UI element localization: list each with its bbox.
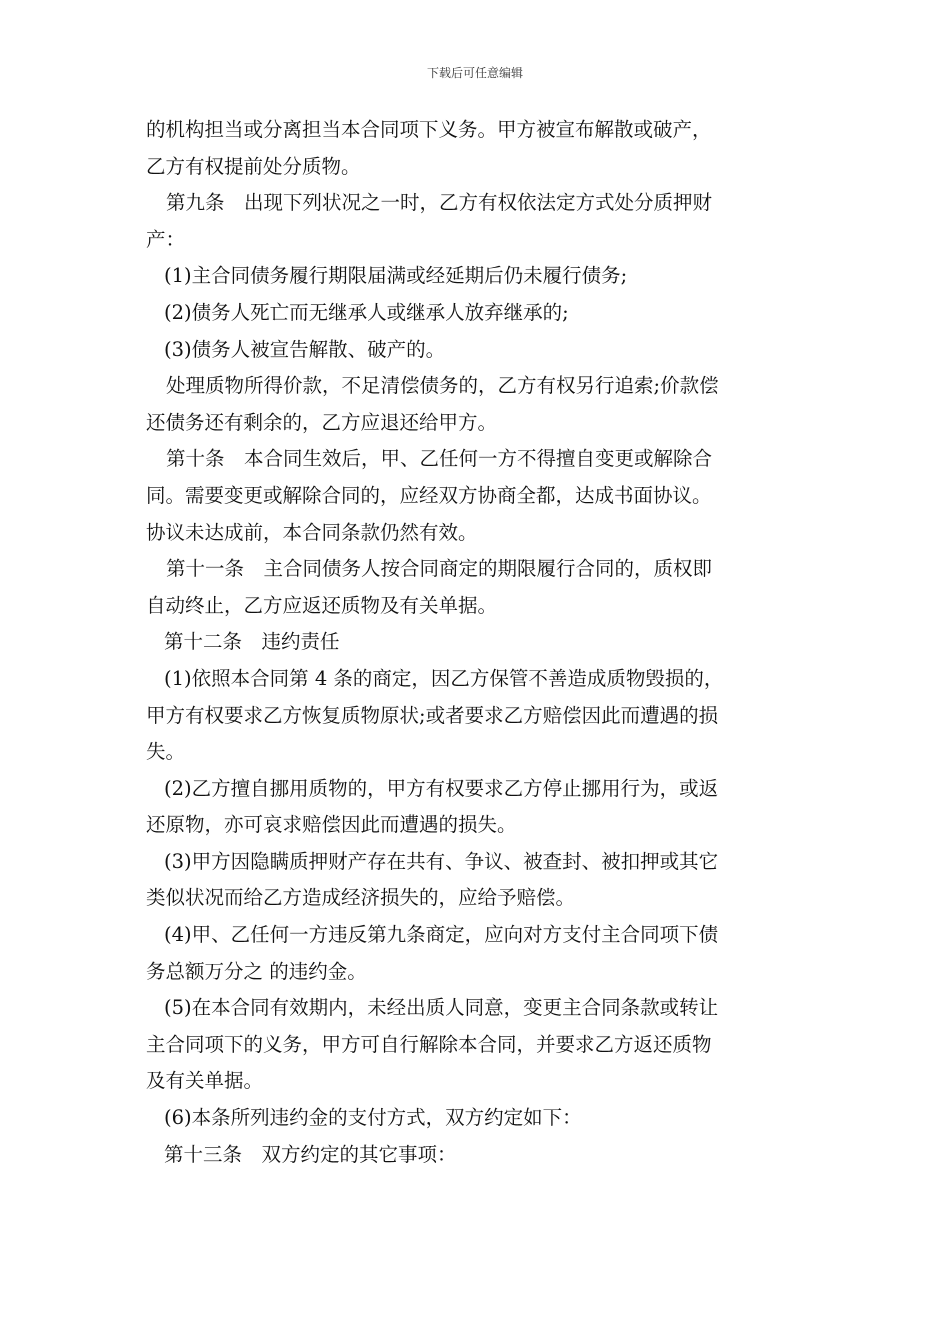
- text-line: 的机构担当或分离担当本合同项下义务。甲方被宣布解散或破产，: [146, 118, 712, 141]
- text-line: (3)债务人被宣告解散、破产的。: [164, 337, 446, 361]
- text-line: (3)甲方因隐瞒质押财产存在共有、争议、被查封、被扣押或其它: [164, 849, 719, 873]
- text-line: 产：: [146, 227, 186, 251]
- text-line: 务总额万分之 的违约金。: [146, 959, 367, 983]
- text-line: (2)债务人死亡而无继承人或继承人放弃继承的;: [164, 300, 569, 324]
- text-line: 同。需要变更或解除合同的，应经双方协商全都，达成书面协议。: [146, 483, 712, 507]
- text-line: (1)依照本合同第 4 条的商定，因乙方保管不善造成质物毁损的，: [164, 666, 724, 690]
- text-line: 失。: [146, 740, 186, 764]
- text-line: 第九条 出现下列状况之一时，乙方有权依法定方式处分质押财: [166, 191, 713, 215]
- text-line: 还原物，亦可哀求赔偿因此而遭遇的损失。: [146, 813, 517, 837]
- text-line: 第十二条 违约责任: [164, 630, 340, 654]
- text-line: (6)本条所列违约金的支付方式，双方约定如下：: [164, 1106, 582, 1130]
- text-line: 第十条 本合同生效后，甲、乙任何一方不得擅自变更或解除合: [166, 447, 713, 471]
- text-line: 乙方有权提前处分质物。: [146, 154, 361, 178]
- text-line: 甲方有权要求乙方恢复质物原状;或者要求乙方赔偿因此而遭遇的损: [146, 703, 719, 727]
- text-line: 及有关单据。: [146, 1069, 264, 1093]
- text-line: 第十三条 双方约定的其它事项：: [164, 1142, 457, 1166]
- text-line: (5)在本合同有效期内，未经出质人同意，变更主合同条款或转让: [164, 996, 719, 1020]
- page-header: 下载后可任意编辑: [426, 66, 523, 80]
- text-line: 第十一条 主合同债务人按合同商定的期限履行合同的，质权即: [166, 557, 713, 581]
- text-line: (2)乙方擅自挪用质物的，甲方有权要求乙方停止挪用行为，或返: [164, 776, 719, 800]
- text-line: (1)主合同债务履行期限届满或经延期后仍未履行债务;: [164, 264, 628, 288]
- text-line: (4)甲、乙任何一方违反第九条商定，应向对方支付主合同项下债: [164, 923, 719, 947]
- text-line: 类似状况而给乙方造成经济损失的，应给予赔偿。: [146, 886, 576, 910]
- text-line: 还债务还有剩余的，乙方应退还给甲方。: [146, 410, 498, 434]
- document-body: [146, 112, 816, 1173]
- text-line: 协议未达成前，本合同条款仍然有效。: [146, 520, 478, 544]
- text-line: 处理质物所得价款，不足清偿债务的，乙方有权另行追索;价款偿: [166, 374, 719, 398]
- text-line: 自动终止，乙方应返还质物及有关单据。: [146, 593, 498, 617]
- text-line: 主合同项下的义务，甲方可自行解除本合同，并要求乙方返还质物: [146, 1032, 712, 1056]
